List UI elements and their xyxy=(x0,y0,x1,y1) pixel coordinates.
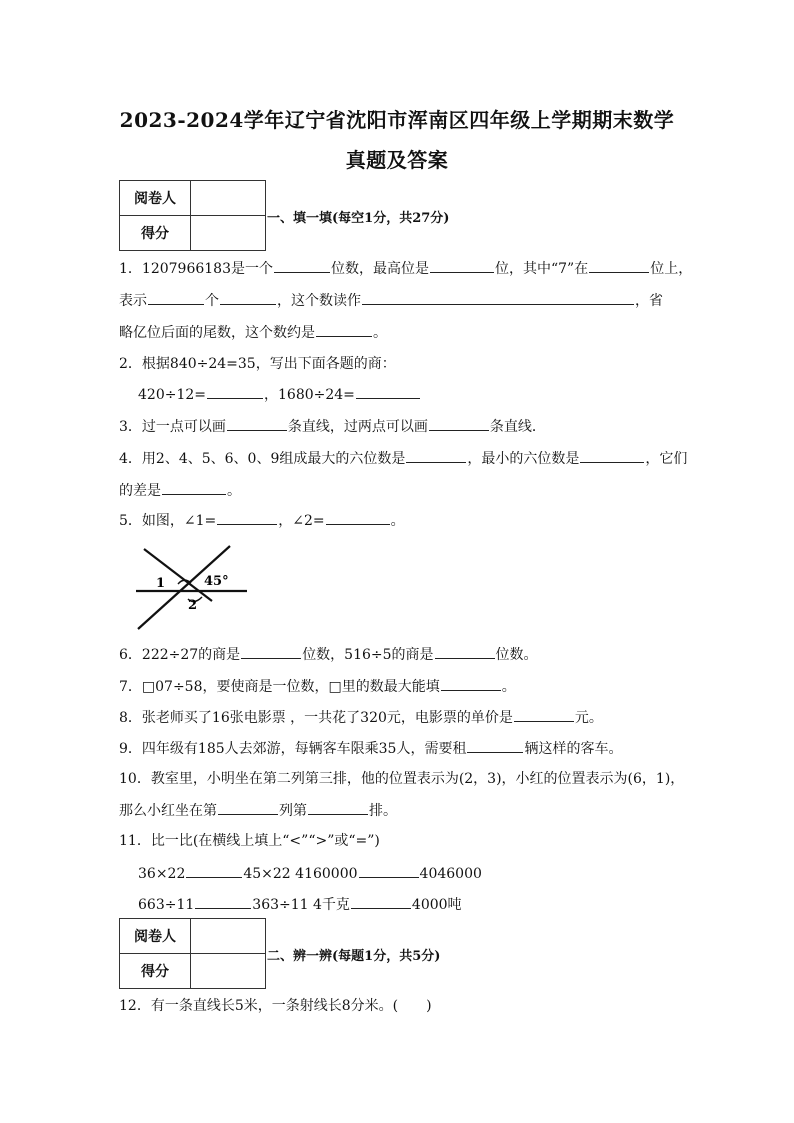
answer-blank[interactable] xyxy=(218,800,278,815)
answer-blank[interactable] xyxy=(356,384,420,399)
question-6: 6．222÷27的商是 位数，516÷5的商是 位数。 xyxy=(119,644,538,665)
question-11-row2: 663÷11 363÷11 4千克 4000吨 xyxy=(138,894,462,915)
answer-blank[interactable] xyxy=(162,480,226,495)
answer-blank[interactable] xyxy=(362,290,634,305)
answer-blank[interactable] xyxy=(220,290,276,305)
question-10-line1: 10．教室里，小明坐在第二列第三排，他的位置表示为(2，3)，小红的位置表示为(6，1)， xyxy=(119,771,685,787)
question-9: 9．四年级有185人去郊游，每辆客车限乘35人，需要租 辆这样的客车。 xyxy=(119,738,622,759)
answer-blank[interactable] xyxy=(580,448,644,463)
angle-figure xyxy=(134,541,249,633)
angle-label-2: 2 xyxy=(188,598,198,613)
question-1-line3: 略亿位后面的尾数，这个数约是 。 xyxy=(119,322,387,343)
section-heading-1: 一、填一填(每空1分，共27分) xyxy=(267,211,450,226)
question-5: 5．如图，∠1= ，∠2= 。 xyxy=(119,510,405,531)
answer-blank[interactable] xyxy=(207,384,263,399)
page-title-line2: 真题及答案 xyxy=(345,148,449,172)
answer-blank[interactable] xyxy=(217,510,277,525)
answer-blank[interactable] xyxy=(326,510,390,525)
answer-blank[interactable] xyxy=(148,290,204,305)
question-8: 8．张老师买了16张电影票 ，一共花了320元，电影票的单价是 元。 xyxy=(119,707,603,728)
question-3: 3．过一点可以画 条直线，过两点可以画 条直线． xyxy=(119,416,546,437)
question-10-line2: 那么小红坐在第 列第 排。 xyxy=(119,800,397,821)
answer-blank[interactable] xyxy=(227,416,287,431)
answer-blank[interactable] xyxy=(351,894,411,909)
question-4-line2: 的差是 。 xyxy=(119,480,241,501)
answer-blank[interactable] xyxy=(186,863,242,878)
score-label: 得分 xyxy=(120,216,191,251)
answer-blank[interactable] xyxy=(514,707,574,722)
question-4-line1: 4．用2、4、5、6、0、9组成最大的六位数是 ，最小的六位数是 ，它们 xyxy=(119,448,687,469)
score-table-2 xyxy=(119,918,266,989)
question-11-row1: 36×22 45×22 4160000 4046000 xyxy=(138,863,482,884)
answer-blank[interactable] xyxy=(429,416,489,431)
question-2-items: 420÷12= ，1680÷24= xyxy=(138,384,421,405)
reviewer-cell xyxy=(191,919,266,954)
question-11-stem: 11．比一比(在横线上填上“<”“>”或“=”) xyxy=(119,833,380,849)
answer-blank[interactable] xyxy=(274,258,330,273)
reviewer-label: 阅卷人 xyxy=(120,919,191,954)
answer-blank[interactable] xyxy=(308,800,368,815)
reviewer-cell xyxy=(191,181,266,216)
score-table-1 xyxy=(119,180,266,251)
question-1-line1: 1．1207966183是一个 位数，最高位是 位，其中“7”在 位上， xyxy=(119,258,692,279)
answer-blank[interactable] xyxy=(430,258,494,273)
question-2-stem: 2．根据840÷24=35，写出下面各题的商： xyxy=(119,356,396,372)
angle-label-45: 45° xyxy=(204,574,229,589)
answer-blank[interactable] xyxy=(359,863,419,878)
answer-blank[interactable] xyxy=(589,258,649,273)
answer-blank[interactable] xyxy=(316,322,372,337)
answer-blank[interactable] xyxy=(406,448,466,463)
section-heading-2: 二、辨一辨(每题1分，共5分) xyxy=(267,949,441,964)
score-cell xyxy=(191,954,266,989)
score-label: 得分 xyxy=(120,954,191,989)
reviewer-label: 阅卷人 xyxy=(120,181,191,216)
answer-blank[interactable] xyxy=(467,738,523,753)
angle-label-1: 1 xyxy=(156,576,166,591)
answer-blank[interactable] xyxy=(241,644,301,659)
answer-blank[interactable] xyxy=(435,644,495,659)
question-7: 7．□07÷58，要使商是一位数，□里的数最大能填 。 xyxy=(119,676,516,697)
page-title-line1: 2023-2024学年辽宁省沈阳市浑南区四年级上学期期末数学 xyxy=(119,108,675,132)
score-cell xyxy=(191,216,266,251)
question-1-line2: 表示 个 ，这个数读作 ，省 xyxy=(119,290,663,311)
answer-blank[interactable] xyxy=(441,676,501,691)
answer-blank[interactable] xyxy=(195,894,251,909)
question-12: 12．有一条直线长5米，一条射线长8分米。( ) xyxy=(119,998,432,1014)
